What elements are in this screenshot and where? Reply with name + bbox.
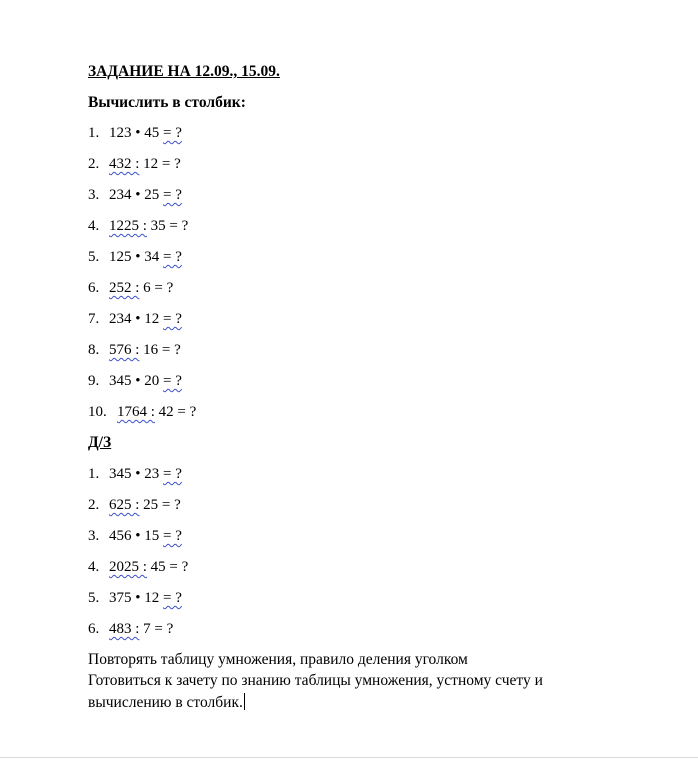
item-expression: 345 • 20 = ? xyxy=(109,373,182,389)
list-item xyxy=(88,187,182,207)
item-number: 4. xyxy=(88,559,100,575)
item-expression: 123 • 45 = ? xyxy=(109,125,182,141)
note-line: Повторять таблицу умножения, правило деления уголком xyxy=(88,651,468,668)
list-item xyxy=(88,125,182,145)
item-number: 6. xyxy=(88,280,100,296)
item-expression: 234 • 12 = ? xyxy=(109,311,182,327)
item-number: 3. xyxy=(88,187,100,203)
item-expression: 432 : 12 = ? xyxy=(109,156,181,172)
item-expression: 456 • 15 = ? xyxy=(109,528,182,544)
item-number: 1. xyxy=(88,125,100,141)
item-expression: 1764 : 42 = ? xyxy=(117,404,197,420)
item-number: 9. xyxy=(88,373,100,389)
item-number: 5. xyxy=(88,590,100,606)
homework-item xyxy=(88,590,182,610)
list-item xyxy=(88,280,173,300)
homework-item xyxy=(88,528,182,548)
item-number: 10. xyxy=(88,404,107,420)
note-text: вычислению в столбик. xyxy=(88,694,243,711)
item-expression: 234 • 25 = ? xyxy=(109,187,182,203)
item-expression: 375 • 12 = ? xyxy=(109,590,182,606)
assignment-title: ЗАДАНИЕ НА 12.09., 15.09. xyxy=(88,63,280,80)
homework-item xyxy=(88,559,188,579)
homework-item xyxy=(88,466,182,486)
page-bottom-border xyxy=(0,757,698,758)
note-line-last[interactable] xyxy=(88,693,245,712)
item-number: 2. xyxy=(88,497,100,513)
item-number: 6. xyxy=(88,621,100,637)
item-expression: 483 : 7 = ? xyxy=(109,621,174,637)
assignment-subtitle: Вычислить в столбик: xyxy=(88,94,246,111)
list-item xyxy=(88,404,196,424)
item-number: 3. xyxy=(88,528,100,544)
homework-item xyxy=(88,497,181,517)
text-cursor xyxy=(244,693,245,710)
item-number: 2. xyxy=(88,156,100,172)
item-expression: 345 • 23 = ? xyxy=(109,466,182,482)
list-item xyxy=(88,342,181,362)
item-expression: 625 : 25 = ? xyxy=(109,497,181,513)
item-number: 1. xyxy=(88,466,100,482)
item-number: 7. xyxy=(88,311,100,327)
list-item xyxy=(88,156,181,176)
item-expression: 576 : 16 = ? xyxy=(109,342,181,358)
item-number: 4. xyxy=(88,218,100,234)
item-number: 8. xyxy=(88,342,100,358)
list-item xyxy=(88,249,182,269)
note-line: Готовиться к зачету по знанию таблицы умножения, устному счету и xyxy=(88,672,543,689)
item-expression: 1225 : 35 = ? xyxy=(109,218,189,234)
homework-heading: Д/З xyxy=(88,434,112,451)
list-item xyxy=(88,373,182,393)
item-expression: 252 : 6 = ? xyxy=(109,280,174,296)
homework-item xyxy=(88,621,173,641)
list-item xyxy=(88,311,182,331)
item-number: 5. xyxy=(88,249,100,265)
list-item xyxy=(88,218,188,238)
item-expression: 2025 : 45 = ? xyxy=(109,559,189,575)
item-expression: 125 • 34 = ? xyxy=(109,249,182,265)
